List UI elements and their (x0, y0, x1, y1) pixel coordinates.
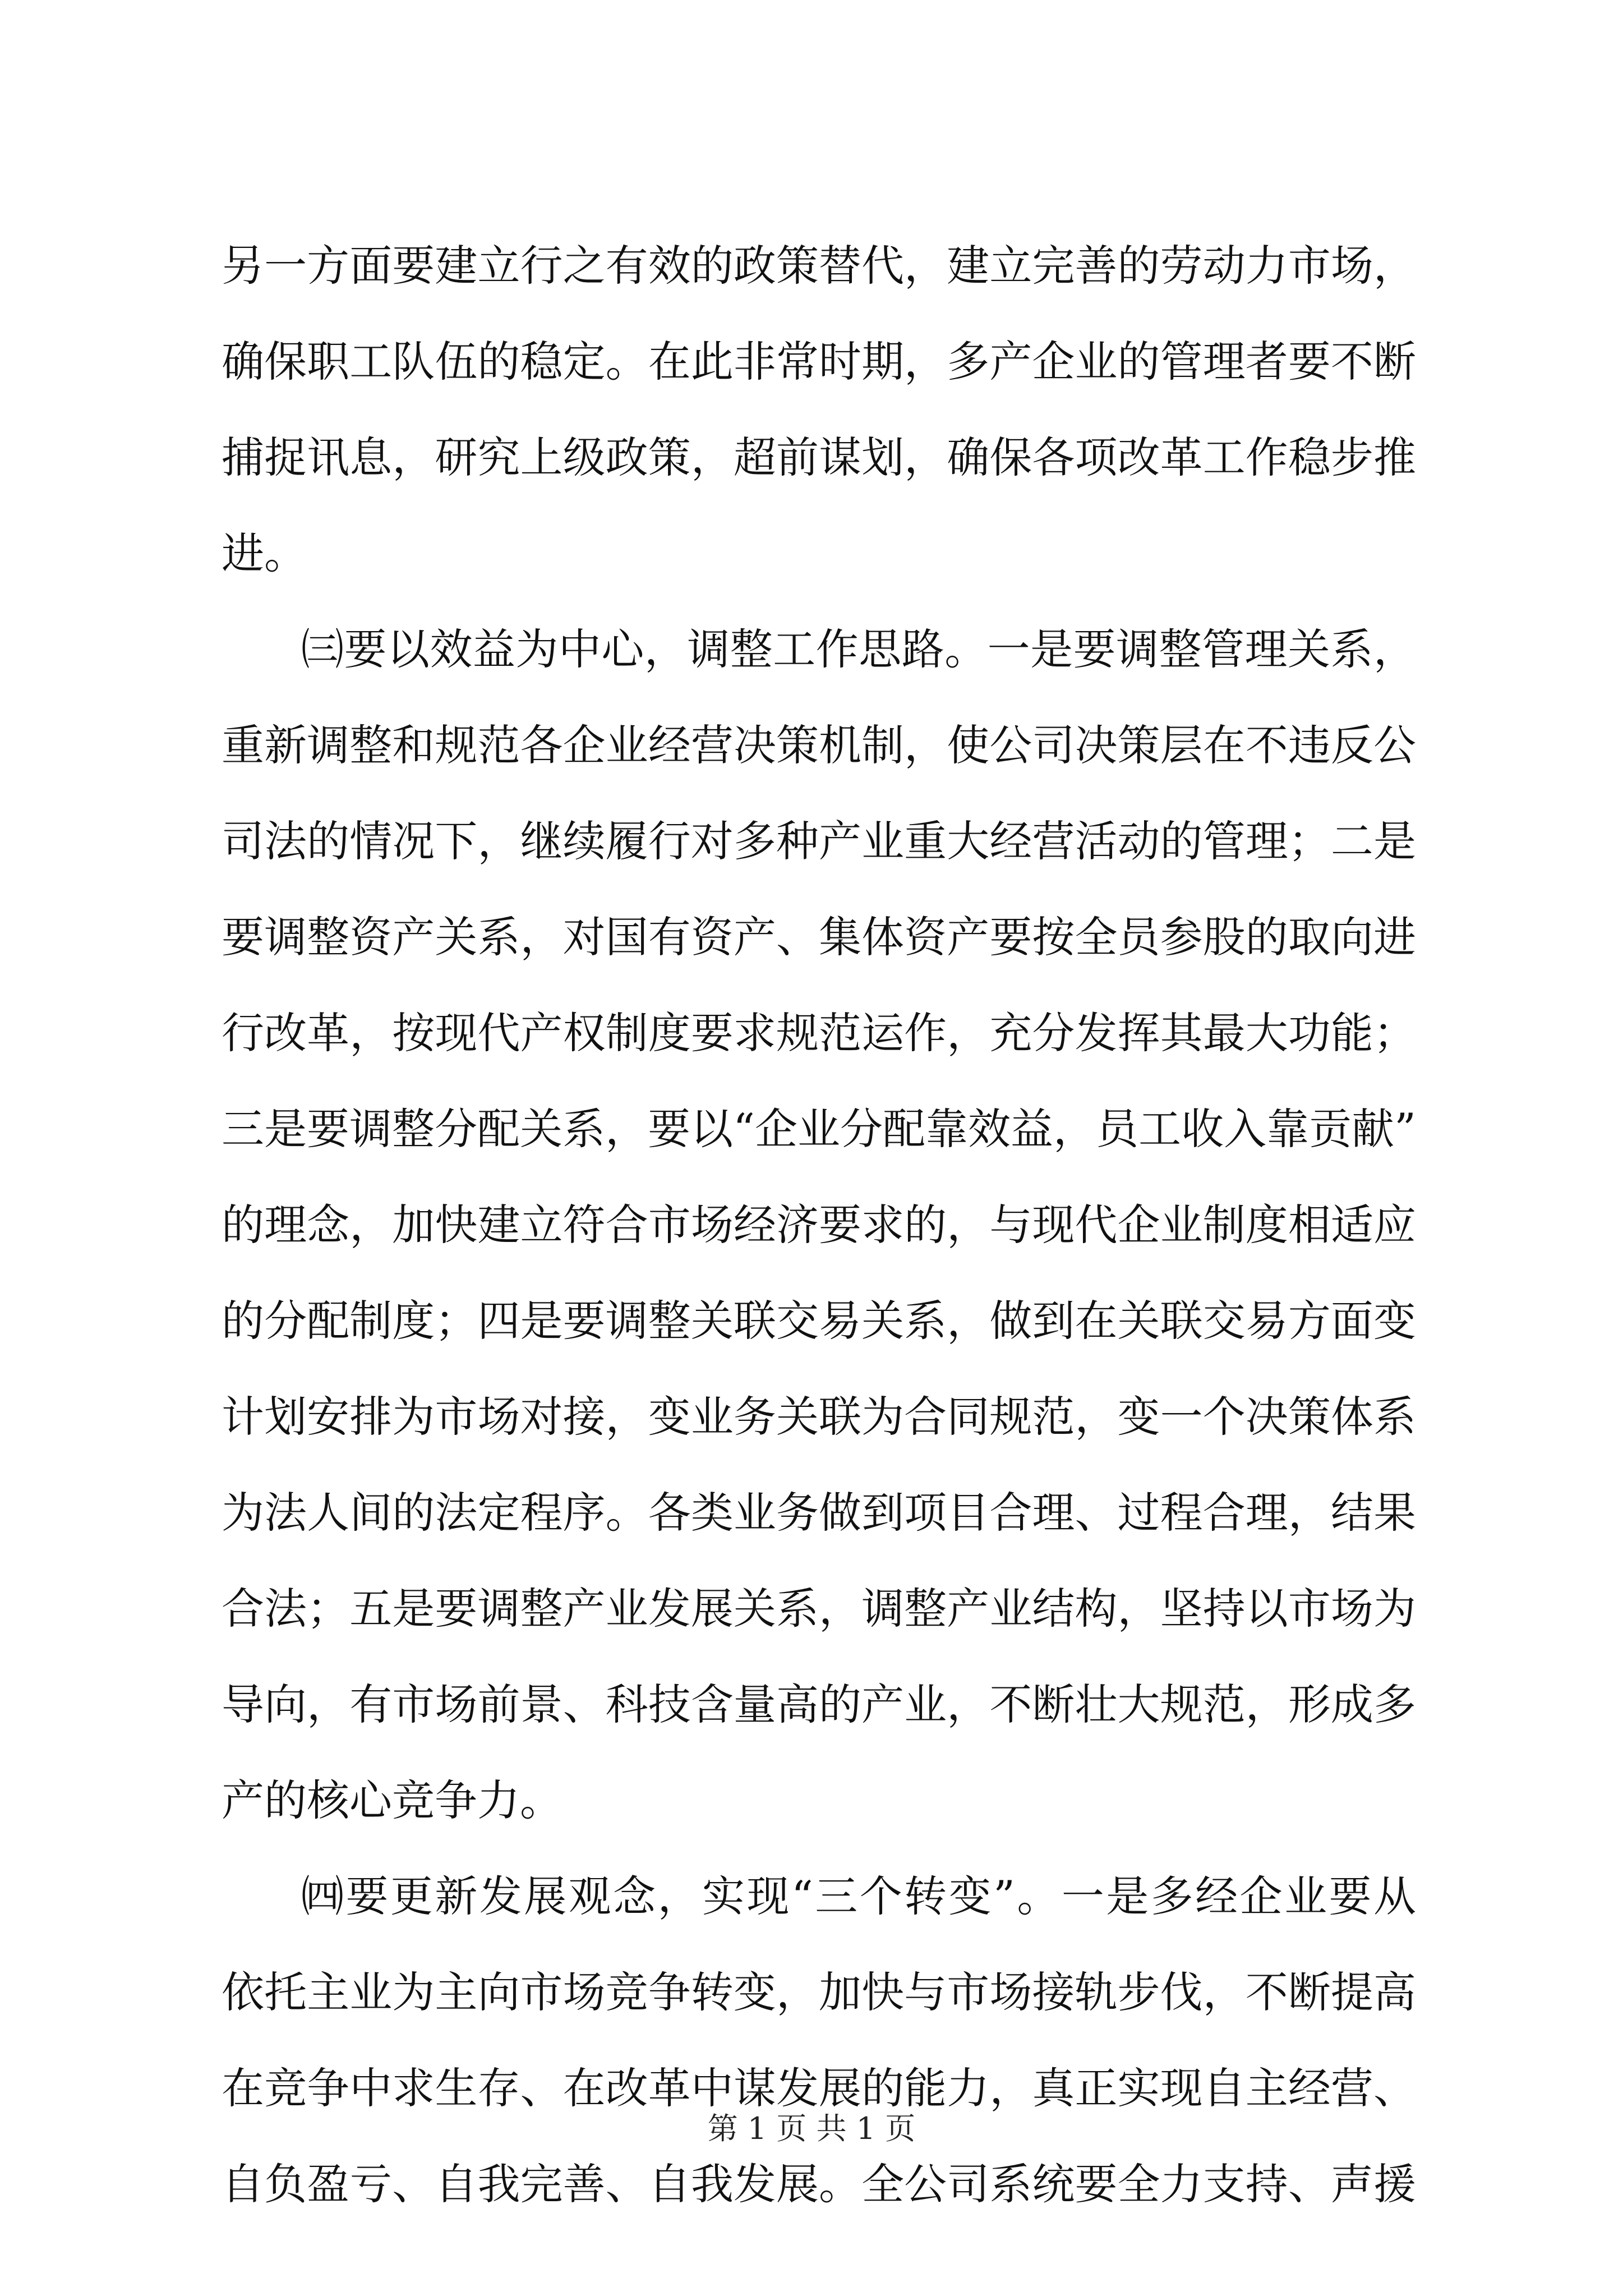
text-line: 的理念，加快建立符合市场经济要求的，与现代企业制度相适应 (222, 1200, 1416, 1250)
text-line: 司法的情况下，继续履行对多种产业重大经营活动的管理；二是 (222, 816, 1416, 866)
text-line: 重新调整和规范各企业经营决策机制，使公司决策层在不违反公 (222, 720, 1416, 770)
page-number-footer: 第 1 页 共 1 页 (707, 2111, 916, 2146)
text-line: 三是要调整分配关系，要以“企业分配靠效益，员工收入靠贡献” (222, 1104, 1416, 1154)
text-line: 计划安排为市场对接，变业务关联为合同规范，变一个决策体系 (222, 1392, 1416, 1442)
text-line: 为法人间的法定程序。各类业务做到项目合理、过程合理，结果 (222, 1488, 1416, 1538)
text-line: 进。 (222, 528, 307, 578)
text-line: 合法；五是要调整产业发展关系，调整产业结构，坚持以市场为 (222, 1584, 1416, 1634)
text-line: 导向，有市场前景、科技含量高的产业，不断壮大规范，形成多 (222, 1680, 1416, 1729)
paragraph-continuation (222, 218, 1416, 601)
document-body (222, 218, 1416, 2232)
paragraph-section-3 (222, 601, 1416, 1848)
text-line: 要调整资产关系，对国有资产、集体资产要按全员参股的取向进 (222, 912, 1416, 962)
text-line: 另一方面要建立行之有效的政策替代，建立完善的劳动力市场， (222, 241, 1416, 291)
text-line: 依托主业为主向市场竞争转变，加快与市场接轨步伐，不断提高 (222, 1967, 1416, 2017)
text-line: ㈣要更新发展观念，实现“三个转变”。一是多经企业要从 (301, 1871, 1416, 1921)
text-line: 自负盈亏、自我完善、自我发展。全公司系统要全力支持、声援 (222, 2159, 1416, 2209)
text-line: 产的核心竞争力。 (222, 1775, 562, 1825)
text-line: 的分配制度；四是要调整关联交易关系，做到在关联交易方面变 (222, 1296, 1416, 1346)
text-line: 确保职工队伍的稳定。在此非常时期，多产企业的管理者要不断 (222, 337, 1416, 386)
text-line: 捕捉讯息，研究上级政策，超前谋划，确保各项改革工作稳步推 (222, 432, 1416, 482)
text-line: 行改革，按现代产权制度要求规范运作，充分发挥其最大功能； (222, 1008, 1416, 1058)
text-line: ㈢要以效益为中心，调整工作思路。一是要调整管理关系， (301, 624, 1416, 674)
text-line: 在竞争中求生存、在改革中谋发展的能力，真正实现自主经营、 (222, 2063, 1416, 2113)
paragraph-section-4 (222, 1848, 1416, 2232)
